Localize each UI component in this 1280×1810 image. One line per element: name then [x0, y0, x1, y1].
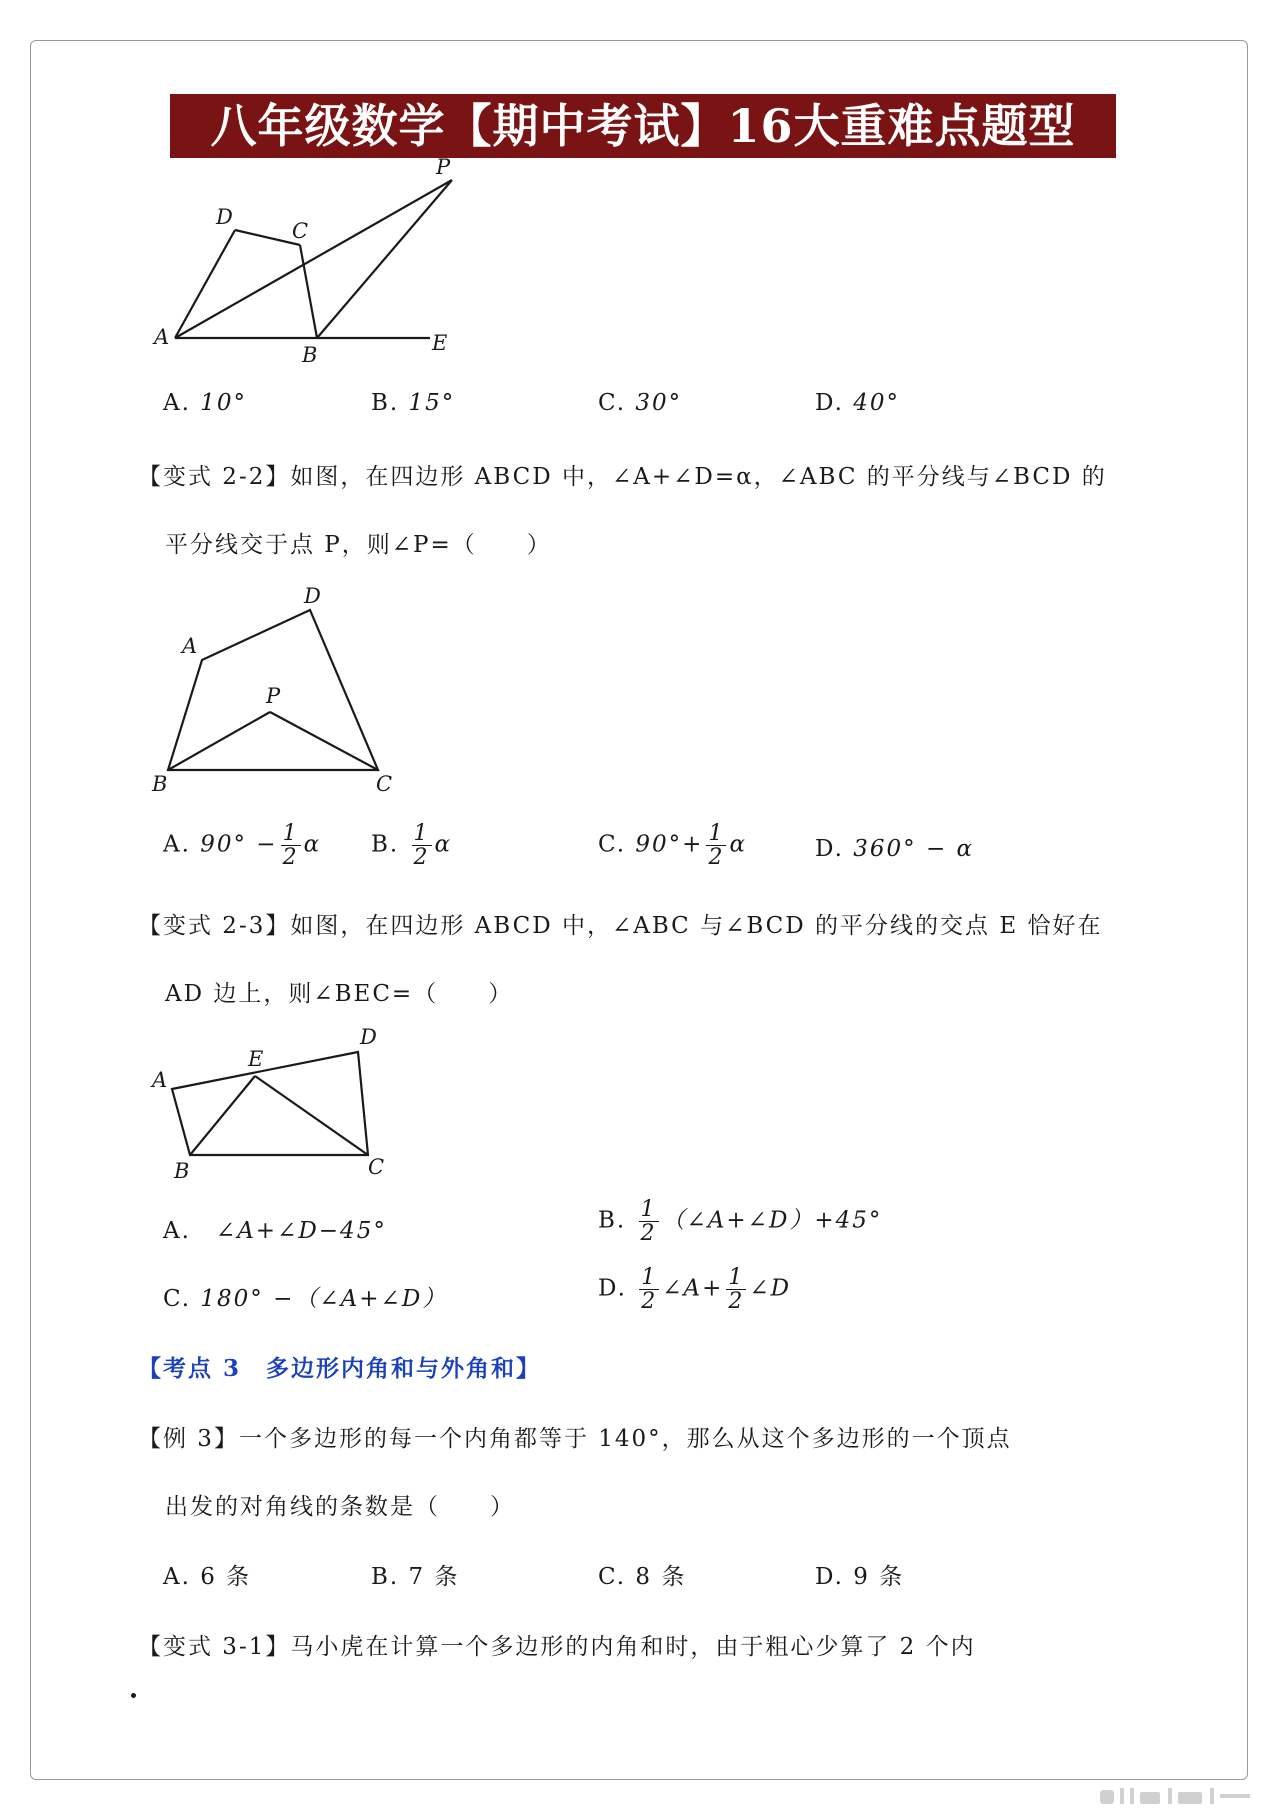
figure-q22: [150, 585, 410, 795]
q23-tag: 【变式 2-3】: [138, 913, 291, 939]
fig1-label-b: B: [302, 343, 318, 367]
fig3-label-b: B: [174, 1159, 190, 1183]
fig2-label-d: D: [304, 584, 321, 608]
page-title: 八年级数学【期中考试】16大重难点题型: [170, 94, 1116, 158]
q21-option-d: D. 40°: [815, 390, 901, 416]
q22-option-b: B. $\frac{1}{2}$ α: [371, 821, 453, 870]
ex3-option-d: D. 9 条: [815, 1564, 905, 1590]
figure-q21: [150, 155, 480, 370]
fig1-label-e: E: [432, 331, 448, 355]
ex3-line2: 出发的对角线的条数是（ ）: [165, 1494, 515, 1520]
q22-tag: 【变式 2-2】: [138, 464, 291, 490]
section3-heading: 【考点 3 多边形内角和与外角和】: [138, 1355, 542, 1382]
q23-option-d: D. $\frac{1}{2}$ ∠A+ $\frac{1}{2}$ ∠D: [598, 1265, 792, 1314]
q22-line2: 平分线交于点 P，则∠P=（ ）: [165, 532, 552, 558]
fig1-label-p: P: [436, 155, 451, 179]
q23-option-a: A. ∠A+∠D−45°: [163, 1218, 387, 1244]
q31-tag: 【变式 3-1】: [138, 1634, 291, 1660]
fig3-label-d: D: [360, 1025, 377, 1049]
q22-option-d: D. 360° − α: [815, 836, 975, 862]
fig2-label-a: A: [182, 634, 198, 658]
q22-line1: 【变式 2-2】如图，在四边形 ABCD 中，∠A+∠D=α，∠ABC 的平分线与∠BCD 的: [138, 464, 1107, 490]
q21-option-c: C. 30°: [598, 390, 683, 416]
ex3-option-b: B. 7 条: [371, 1564, 460, 1590]
ex3-option-a: A. 6 条: [163, 1564, 252, 1590]
q21-option-b: B. 15°: [371, 390, 456, 416]
q23-option-c: C. 180° −（∠A+∠D）: [163, 1286, 448, 1312]
fig3-label-c: C: [368, 1155, 385, 1179]
q23-line2: AD 边上，则∠BEC=（ ）: [165, 981, 514, 1007]
q22-option-a: A. 90° − $\frac{1}{2}$ α: [163, 821, 322, 870]
q22-option-c: C. 90°+ $\frac{1}{2}$ α: [598, 821, 747, 870]
figure-q23: [150, 1025, 410, 1200]
q31-line1: 【变式 3-1】马小虎在计算一个多边形的内角和时，由于粗心少算了 2 个内: [138, 1634, 976, 1660]
q23-option-b: B. $\frac{1}{2}$ （∠A+∠D）+45°: [598, 1197, 883, 1246]
q21-option-a: A. 10°: [163, 390, 248, 416]
fig3-label-e: E: [248, 1047, 264, 1071]
ex3-option-c: C. 8 条: [598, 1564, 687, 1590]
ex3-tag: 【例 3】: [138, 1426, 239, 1452]
fig3-label-a: A: [152, 1068, 168, 1092]
fig2-label-c: C: [376, 772, 393, 796]
watermark-icon: [1098, 1786, 1258, 1806]
fig2-label-p: P: [266, 684, 281, 708]
fig2-label-b: B: [152, 772, 168, 796]
fig1-label-c: C: [292, 219, 309, 243]
ex3-line1: 【例 3】一个多边形的每一个内角都等于 140°，那么从这个多边形的一个顶点: [138, 1426, 1012, 1452]
fig1-label-d: D: [216, 205, 233, 229]
fig1-label-a: A: [154, 325, 170, 349]
bullet-dot: [131, 1693, 136, 1698]
q23-line1: 【变式 2-3】如图，在四边形 ABCD 中，∠ABC 与∠BCD 的平分线的交点 E 恰好在: [138, 913, 1103, 939]
